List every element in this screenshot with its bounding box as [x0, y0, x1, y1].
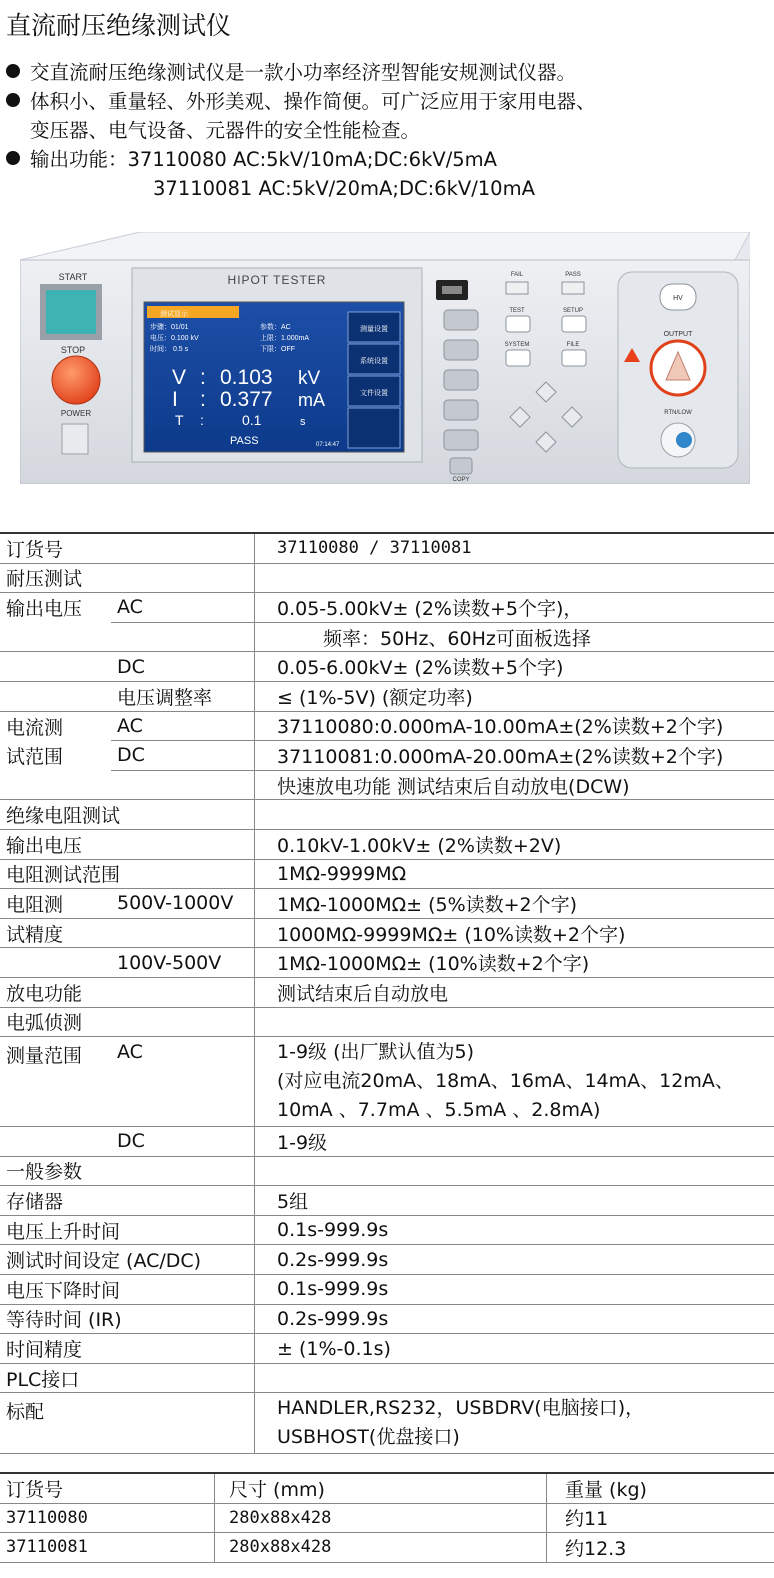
table-row: 电压调整率 ≤ (1%-5V) (额定功率): [0, 681, 774, 711]
svg-text:PASS: PASS: [230, 435, 259, 447]
table-row: 输出电压 AC 0.05-5.00kV± (2%读数+5个字)，: [0, 593, 774, 623]
svg-text:FAIL: FAIL: [510, 272, 524, 278]
order-table: [0, 1472, 774, 1563]
svg-text:步骤：01/01: 步骤：01/01: [150, 324, 189, 331]
bullet-item: 交直流耐压绝缘测试仪是一款小功率经济型智能安规测试仪器。: [6, 58, 596, 87]
svg-text:时间： 0.5 s: 时间： 0.5 s: [150, 346, 189, 353]
table-row: 电流测 AC 37110080:0.000mA-10.00mA±(2%读数+2个字): [0, 711, 774, 741]
softkey-3[interactable]: [444, 370, 478, 390]
table-row: 输出电压 0.10kV-1.00kV± (2%读数+2V): [0, 829, 774, 859]
svg-text:s: s: [300, 416, 306, 428]
svg-text::: :: [200, 366, 206, 389]
svg-text:0.1: 0.1: [242, 412, 262, 428]
table-row: 快速放电功能 测试结束后自动放电(DCW): [0, 770, 774, 800]
table-row: 存储器 5组: [0, 1186, 774, 1216]
brand-label: HIPOT TESTER: [227, 273, 327, 287]
table-row: 绝缘电阻测试: [0, 800, 774, 830]
table-row: DC 1-9级: [0, 1127, 774, 1157]
svg-text:上限：1.000mA: 上限：1.000mA: [260, 335, 310, 342]
table-row: 试范围 DC 37110081:0.000mA-20.00mA±(2%读数+2个字): [0, 741, 774, 771]
softkey-1[interactable]: [444, 310, 478, 330]
power-button[interactable]: [62, 424, 88, 454]
svg-text:OUTPUT: OUTPUT: [663, 331, 693, 338]
system-button[interactable]: [506, 350, 530, 366]
table-row: 标配 HANDLER,RS232，USBDRV(电脑接口)， USBHOST(优盘接口): [0, 1393, 774, 1454]
svg-text:0.377: 0.377: [220, 388, 273, 411]
table-row: 37110081 280x88x428 约12.3: [0, 1533, 774, 1563]
table-row: 37110080 280x88x428 约11: [0, 1503, 774, 1533]
svg-text:0.103: 0.103: [220, 366, 273, 389]
table-row: 电压下降时间 0.1s-999.9s: [0, 1275, 774, 1305]
bullet-icon: [6, 151, 20, 165]
svg-text:TEST: TEST: [509, 308, 525, 314]
svg-text:T: T: [175, 412, 184, 428]
start-button[interactable]: [46, 290, 96, 334]
bullet-icon: [6, 93, 20, 107]
softkey-4[interactable]: [444, 400, 478, 420]
bullet-item: 体积小、重量轻、外形美观、操作简便。可广泛应用于家用电器、: [6, 87, 596, 116]
table-row: 放电功能 测试结束后自动放电: [0, 977, 774, 1007]
svg-text::: :: [200, 412, 204, 428]
svg-text:I: I: [172, 388, 178, 411]
table-row: 100V-500V 1MΩ-1000MΩ± (10%读数+2个字): [0, 948, 774, 978]
svg-text:PASS: PASS: [565, 272, 581, 278]
table-row: 电阻测试范围 1MΩ-9999MΩ: [0, 859, 774, 889]
bullet-item: 输出功能：37110080 AC:5kV/10mA;DC:6kV/5mA: [6, 145, 596, 174]
table-row: 订货号 37110080 / 37110081: [0, 533, 774, 563]
table-row: DC 0.05-6.00kV± (2%读数+5个字): [0, 652, 774, 682]
svg-text:mA: mA: [298, 390, 325, 410]
svg-text:电压：0.100 kV: 电压：0.100 kV: [150, 335, 199, 342]
svg-text:07:14:47: 07:14:47: [316, 442, 340, 448]
svg-text:V: V: [172, 366, 187, 389]
stop-button[interactable]: [52, 356, 100, 404]
fail-indicator: [506, 282, 528, 294]
svg-text:HV: HV: [673, 295, 683, 302]
svg-text:下限：OFF: 下限：OFF: [260, 346, 295, 353]
softkey-5[interactable]: [444, 430, 478, 450]
svg-text:kV: kV: [298, 368, 321, 389]
page-title: 直流耐压绝缘测试仪: [6, 11, 232, 40]
bullet-icon: [6, 64, 20, 78]
table-row: 频率：50Hz、60Hz可面板选择: [0, 622, 774, 652]
feature-list: [6, 58, 596, 203]
table-row: PLC接口: [0, 1363, 774, 1393]
copy-button[interactable]: [450, 458, 472, 474]
file-button[interactable]: [562, 350, 586, 366]
table-row: 试精度 1000MΩ-9999MΩ± (10%读数+2个字): [0, 918, 774, 948]
svg-text:SYSTEM: SYSTEM: [504, 342, 530, 348]
table-row: 电弧侦测: [0, 1007, 774, 1037]
pass-indicator: [562, 282, 584, 294]
bullet-continuation: 变压器、电气设备、元器件的安全性能检查。: [30, 119, 421, 142]
setup-button[interactable]: [562, 316, 586, 332]
spec-table: [0, 532, 774, 1454]
svg-text:参数：AC: 参数：AC: [260, 324, 291, 331]
table-row: 时间精度 ± (1%-0.1s): [0, 1334, 774, 1364]
table-row: 测量范围 AC 1-9级 (出厂默认值为5) (对应电流20mA、18mA、16mA、14mA、12mA、 10mA 、7.7mA 、5.5mA 、2.8mA): [0, 1037, 774, 1127]
stop-label: STOP: [60, 345, 86, 355]
svg-text:系统设置: 系统设置: [360, 358, 388, 365]
svg-text:SETUP: SETUP: [562, 308, 584, 314]
softkey-2[interactable]: [444, 340, 478, 360]
svg-text:文件设置: 文件设置: [360, 390, 388, 397]
table-row: 耐压测试: [0, 563, 774, 593]
svg-text:COPY: COPY: [452, 477, 470, 483]
table-row: 电压上升时间 0.1s-999.9s: [0, 1215, 774, 1245]
table-header-row: 订货号 尺寸 (mm) 重量 (kg): [0, 1473, 774, 1503]
start-label: START: [58, 272, 88, 282]
svg-text:RTN/LOW: RTN/LOW: [664, 410, 692, 416]
svg-text:测量设置: 测量设置: [360, 326, 388, 333]
svg-text:测试显示: 测试显示: [160, 311, 188, 318]
svg-text::: :: [200, 388, 206, 411]
table-row: 电阻测 500V-1000V 1MΩ-1000MΩ± (5%读数+2个字): [0, 889, 774, 919]
table-row: 一般参数: [0, 1156, 774, 1186]
svg-text:FILE: FILE: [566, 342, 580, 348]
device-photo: [20, 232, 750, 484]
table-row: 等待时间 (IR) 0.2s-999.9s: [0, 1304, 774, 1334]
power-label: POWER: [60, 409, 92, 418]
bullet-continuation: 37110081 AC:5kV/20mA;DC:6kV/10mA: [153, 177, 535, 200]
test-button[interactable]: [506, 316, 530, 332]
table-row: 测试时间设定 (AC/DC) 0.2s-999.9s: [0, 1245, 774, 1275]
